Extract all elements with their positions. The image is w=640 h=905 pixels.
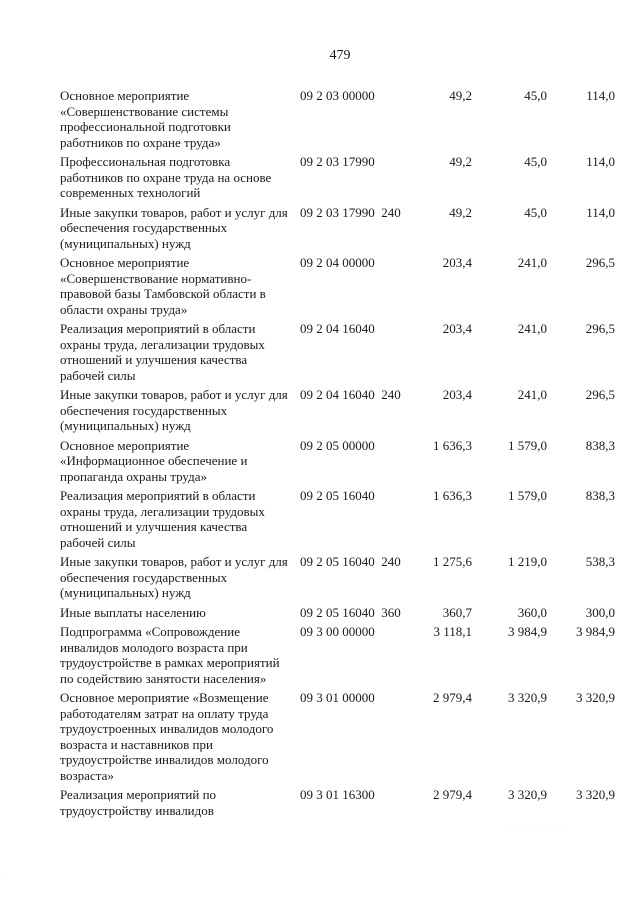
row-code: 09 3 01 00000 — [300, 690, 375, 705]
table-row — [60, 690, 618, 783]
row-value-1: 1 275,6 — [433, 554, 472, 569]
row-value-3: 3 320,9 — [576, 690, 615, 705]
table-row — [60, 255, 618, 317]
row-value-3: 296,5 — [585, 321, 615, 336]
row-value-3: 3 320,9 — [576, 787, 615, 802]
row-code: 09 3 00 00000 — [300, 624, 375, 639]
row-name: Основное мероприятие «Совершенствование системы профессиональной подготовки работников по охране труда» — [60, 88, 231, 150]
row-code: 09 3 01 16300 — [300, 787, 375, 802]
row-value-3: 838,3 — [585, 437, 615, 453]
row-code: 09 2 03 17990 240 — [300, 204, 401, 220]
table-row — [60, 624, 618, 686]
row-value-3: 114,0 — [586, 204, 615, 220]
table-row — [60, 154, 618, 201]
table-row — [60, 205, 618, 252]
row-code: 09 2 05 16040 — [300, 488, 375, 503]
row-name: Реализация мероприятий в области охраны труда, легализации трудовых отношений и улучшения качества рабочей силы — [60, 321, 265, 383]
row-name: Иные выплаты населению — [60, 604, 206, 620]
row-value-2: 3 320,9 — [508, 690, 547, 705]
row-value-2: 45,0 — [524, 88, 547, 103]
row-value-1: 360,7 — [442, 604, 472, 620]
row-name: Иные закупки товаров, работ и услуг для обеспечения государственных (муниципальных) нужд — [60, 554, 288, 600]
row-code: 09 2 05 16040 360 — [300, 604, 401, 620]
row-code: 09 2 04 00000 — [300, 255, 375, 270]
row-value-1: 1 636,3 — [433, 437, 472, 453]
row-value-1: 203,4 — [442, 255, 472, 270]
row-value-1: 3 118,1 — [433, 624, 472, 639]
row-value-1: 49,2 — [449, 88, 472, 103]
row-value-3: 114,0 — [586, 88, 615, 103]
row-name: Профессиональная подготовка работников по охране труда на основе современных технологий — [60, 154, 272, 200]
row-code: 09 2 04 16040 240 — [300, 387, 401, 402]
row-value-2: 241,0 — [517, 387, 547, 402]
row-code: 09 2 03 17990 — [300, 154, 375, 169]
table-row — [60, 554, 618, 601]
row-value-3: 3 984,9 — [576, 624, 615, 639]
page-number: 479 — [329, 48, 351, 63]
table-row — [60, 488, 618, 550]
row-value-2: 3 320,9 — [508, 787, 547, 802]
row-name: Основное мероприятие «Возмещение работодателям затрат на оплату труда трудоустроенных инвалидов молодого возраста и наставников при трудоустройстве инвалидов молодого возраста» — [60, 690, 274, 783]
row-value-3: 300,0 — [585, 604, 615, 620]
row-value-3: 114,0 — [586, 154, 615, 169]
row-value-2: 3 984,9 — [508, 624, 547, 639]
table-row — [60, 321, 618, 383]
row-value-1: 49,2 — [449, 204, 472, 220]
row-value-1: 49,2 — [449, 154, 472, 169]
scan-artifact: · · · · · · · · — [510, 828, 567, 834]
row-value-1: 203,4 — [442, 321, 472, 336]
row-value-2: 1 579,0 — [508, 437, 547, 453]
row-code: 09 2 04 16040 — [300, 321, 375, 336]
row-value-1: 203,4 — [442, 387, 472, 402]
table-row — [60, 787, 618, 818]
row-value-2: 360,0 — [517, 604, 547, 620]
row-name: Основное мероприятие «Совершенствование нормативно- правовой базы Тамбовской области в области охраны труда» — [60, 255, 266, 317]
row-value-2: 241,0 — [517, 321, 547, 336]
row-value-1: 1 636,3 — [433, 488, 472, 503]
row-value-2: 45,0 — [524, 204, 547, 220]
row-value-3: 296,5 — [585, 387, 615, 402]
table-row — [60, 438, 618, 485]
row-code: 09 2 05 16040 240 — [300, 554, 401, 569]
row-name: Подпрограмма «Сопровождение инвалидов молодого возраста при трудоустройстве в рамках мероприятий по содействию занятости населения» — [60, 624, 280, 686]
row-name: Иные закупки товаров, работ и услуг для обеспечения государственных (муниципальных) нужд — [60, 204, 288, 251]
row-name: Основное мероприятие «Информационное обеспечение и пропаганда охраны труда» — [60, 437, 248, 484]
row-value-2: 241,0 — [517, 255, 547, 270]
table-row — [60, 605, 618, 621]
row-value-1: 2 979,4 — [433, 787, 472, 802]
table-row — [60, 387, 618, 434]
row-value-2: 45,0 — [524, 154, 547, 169]
row-name: Реализация мероприятий в области охраны труда, легализации трудовых отношений и улучшения качества рабочей силы — [60, 488, 265, 550]
row-value-2: 1 219,0 — [508, 554, 547, 569]
row-code: 09 2 03 00000 — [300, 88, 375, 103]
row-value-2: 1 579,0 — [508, 488, 547, 503]
row-value-3: 838,3 — [585, 488, 615, 503]
scan-artifact: · — [4, 870, 8, 876]
budget-table — [60, 88, 618, 822]
row-value-3: 538,3 — [585, 554, 615, 569]
row-name: Иные закупки товаров, работ и услуг для обеспечения государственных (муниципальных) нужд — [60, 387, 288, 433]
table-row — [60, 88, 618, 150]
row-name: Реализация мероприятий по трудоустройству инвалидов — [60, 787, 217, 818]
row-code: 09 2 05 00000 — [300, 437, 375, 453]
row-value-1: 2 979,4 — [433, 690, 472, 705]
row-value-3: 296,5 — [585, 255, 615, 270]
